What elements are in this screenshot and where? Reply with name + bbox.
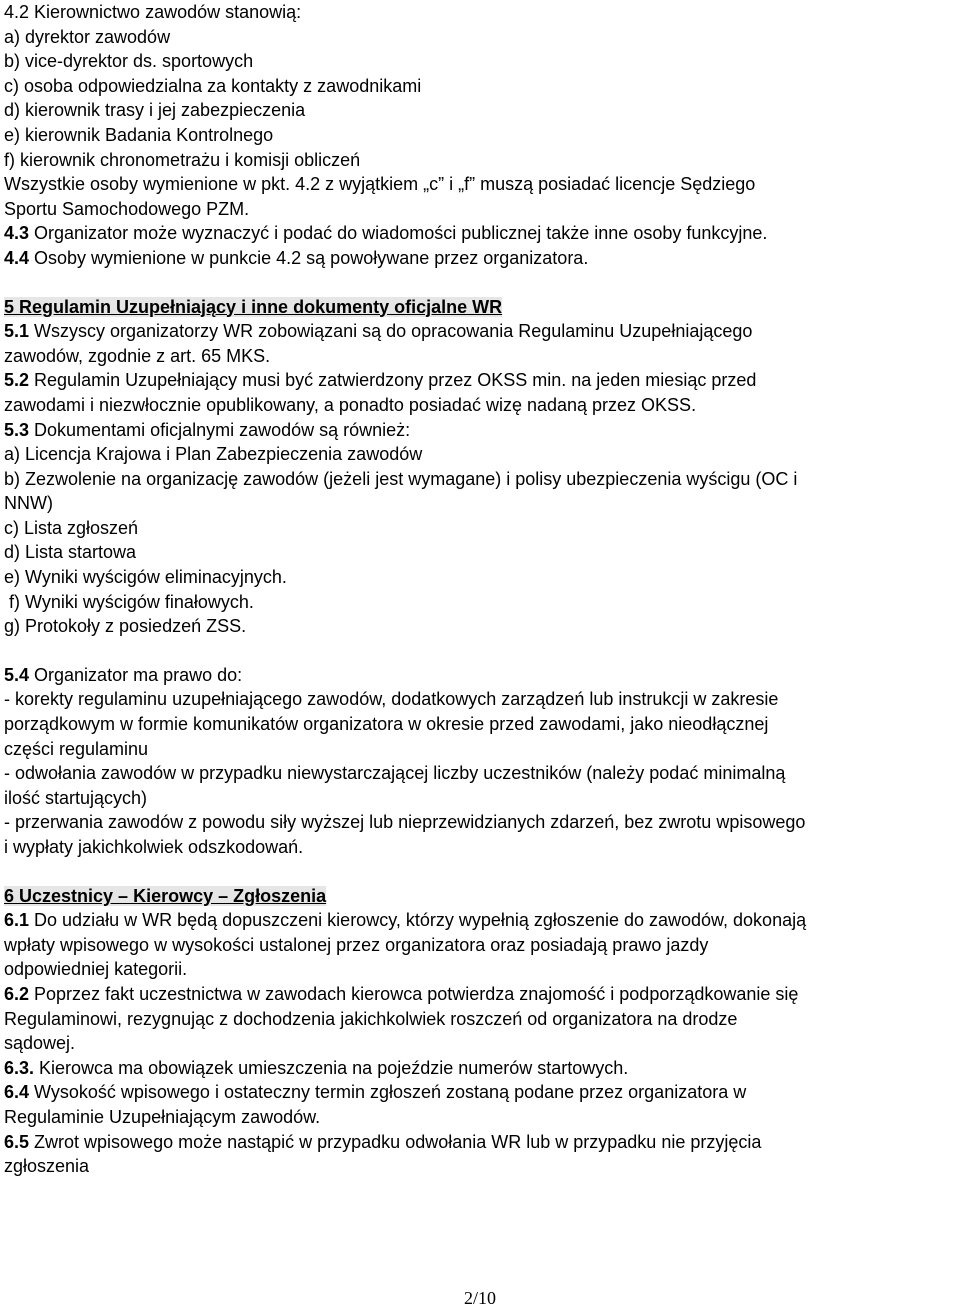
paragraph-number: 6.4 <box>4 1082 30 1103</box>
paragraph-number: 6.5 <box>4 1131 30 1152</box>
paragraph-6-2 <box>4 982 958 1007</box>
list-item: NNW) <box>4 493 53 514</box>
paragraph-text: Do udziału w WR będą dopuszczeni kierowcy, którzy wypełnią zgłoszenie do zawodów, dokonają <box>29 910 807 931</box>
paragraph-number: 6.2 <box>4 983 30 1004</box>
paragraph-line: wpłaty wpisowego w wysokości ustalonej przez organizatora oraz posiadają prawo jazdy <box>4 934 709 955</box>
paragraph-line: - korekty regulaminu uzupełniającego zawodów, dodatkowych zarządzeń lub instrukcji w zakresie <box>4 689 779 710</box>
section-5-heading <box>4 295 958 320</box>
paragraph-6-1 <box>4 908 958 933</box>
section-heading-text: 5 Regulamin Uzupełniający i inne dokumenty oficjalne WR <box>4 296 503 317</box>
paragraph-line: zawodami i niezwłocznie opublikowany, a ponadto posiadać wizę nadaną przez OKSS. <box>4 394 697 415</box>
paragraph-line: porządkowym w formie komunikatów organizatora w okresie przed zawodami, jako nieodłącznej <box>4 714 769 735</box>
paragraph-5-2 <box>4 368 958 393</box>
paragraph-line: Wszystkie osoby wymienione w pkt. 4.2 z wyjątkiem „c” i „f” muszą posiadać licencje Sędziego <box>4 174 756 195</box>
paragraph-4-3 <box>4 221 958 246</box>
paragraph-number: 5.4 <box>4 664 30 685</box>
list-item: d) Lista startowa <box>4 542 137 563</box>
paragraph-line: zawodów, zgodnie z art. 65 MKS. <box>4 345 271 366</box>
paragraph-line: Regulaminowi, rezygnując z dochodzenia jakichkolwiek roszczeń od organizatora na drodze <box>4 1008 738 1029</box>
paragraph-6-4 <box>4 1080 958 1105</box>
paragraph-text: Wszyscy organizatorzy WR zobowiązani są do opracowania Regulaminu Uzupełniającego <box>29 321 753 342</box>
paragraph-text: Wysokość wpisowego i ostateczny termin zgłoszeń zostaną podane przez organizatora w <box>29 1082 747 1103</box>
paragraph-number: 6.3. <box>4 1057 35 1078</box>
section-heading-text: 6 Uczestnicy – Kierowcy – Zgłoszenia <box>4 885 327 906</box>
page-number: 2/10 <box>463 1288 496 1308</box>
paragraph-line: ilość startujących) <box>4 787 148 808</box>
paragraph-number: 4.4 <box>4 247 30 268</box>
paragraph-5-4 <box>4 663 958 688</box>
paragraph-line: zgłoszenia <box>4 1156 90 1177</box>
paragraph-text: Dokumentami oficjalnymi zawodów są również: <box>29 419 411 440</box>
paragraph-text: Kierowca ma obowiązek umieszczenia na pojeździe numerów startowych. <box>34 1057 629 1078</box>
list-item: a) Licencja Krajowa i Plan Zabezpieczenia zawodów <box>4 444 423 465</box>
paragraph-5-3 <box>4 418 958 443</box>
paragraph-number: 5.1 <box>4 321 30 342</box>
list-item: a) dyrektor zawodów <box>4 26 171 47</box>
paragraph-text: Organizator może wyznaczyć i podać do wiadomości publicznej także inne osoby funkcyjne. <box>29 223 768 244</box>
list-item: c) Lista zgłoszeń <box>4 517 139 538</box>
list-item: g) Protokoły z posiedzeń ZSS. <box>4 616 247 637</box>
list-item: c) osoba odpowiedzialna za kontakty z zawodnikami <box>4 75 422 96</box>
list-item: f) kierownik chronometrażu i komisji obliczeń <box>4 149 361 170</box>
paragraph-line: sądowej. <box>4 1033 76 1054</box>
document-page <box>4 0 958 1179</box>
paragraph-text: Poprzez fakt uczestnictwa w zawodach kierowca potwierdza znajomość i podporządkowanie się <box>29 983 799 1004</box>
paragraph-5-1 <box>4 319 958 344</box>
paragraph-number: 4.3 <box>4 223 30 244</box>
list-item: e) Wyniki wyścigów eliminacyjnych. <box>4 567 287 588</box>
list-item: f) Wyniki wyścigów finałowych. <box>4 591 254 612</box>
list-item: e) kierownik Badania Kontrolnego <box>4 124 274 145</box>
section-4-2-title: 4.2 Kierownictwo zawodów stanowią: <box>4 2 302 22</box>
paragraph-line: - przerwania zawodów z powodu siły wyższej lub nieprzewidzianych zdarzeń, bez zwrotu wpisowego <box>4 812 806 833</box>
paragraph-line: i wypłaty jakichkolwiek odszkodowań. <box>4 837 304 857</box>
paragraph-6-3 <box>4 1056 958 1081</box>
paragraph-line: odpowiedniej kategorii. <box>4 959 188 980</box>
list-item: b) vice-dyrektor ds. sportowych <box>4 51 254 72</box>
list-item: d) kierownik trasy i jej zabezpieczenia <box>4 100 306 121</box>
paragraph-number: 6.1 <box>4 910 30 931</box>
paragraph-text: Zwrot wpisowego może nastąpić w przypadku odwołania WR lub w przypadku nie przyjęcia <box>29 1131 762 1152</box>
paragraph-line: Sportu Samochodowego PZM. <box>4 198 250 219</box>
paragraph-line: Regulaminie Uzupełniającym zawodów. <box>4 1106 321 1127</box>
paragraph-line: części regulaminu <box>4 738 149 759</box>
paragraph-text: Regulamin Uzupełniający musi być zatwierdzony przez OKSS min. na jeden miesiąc przed <box>29 370 757 391</box>
list-item: b) Zezwolenie na organizację zawodów (jeżeli jest wymagane) i polisy ubezpieczenia wyścigu (OC i <box>4 468 798 489</box>
paragraph-text: Osoby wymienione w punkcie 4.2 są powoływane przez organizatora. <box>29 247 589 268</box>
paragraph-line: - odwołania zawodów w przypadku niewystarczającej liczby uczestników (należy podać minimalną <box>4 763 786 784</box>
paragraph-text: Organizator ma prawo do: <box>29 664 243 685</box>
paragraph-number: 5.2 <box>4 370 30 391</box>
paragraph-number: 5.3 <box>4 419 30 440</box>
section-6-heading <box>4 884 958 909</box>
paragraph-6-5 <box>4 1130 958 1155</box>
paragraph-4-4 <box>4 246 958 271</box>
